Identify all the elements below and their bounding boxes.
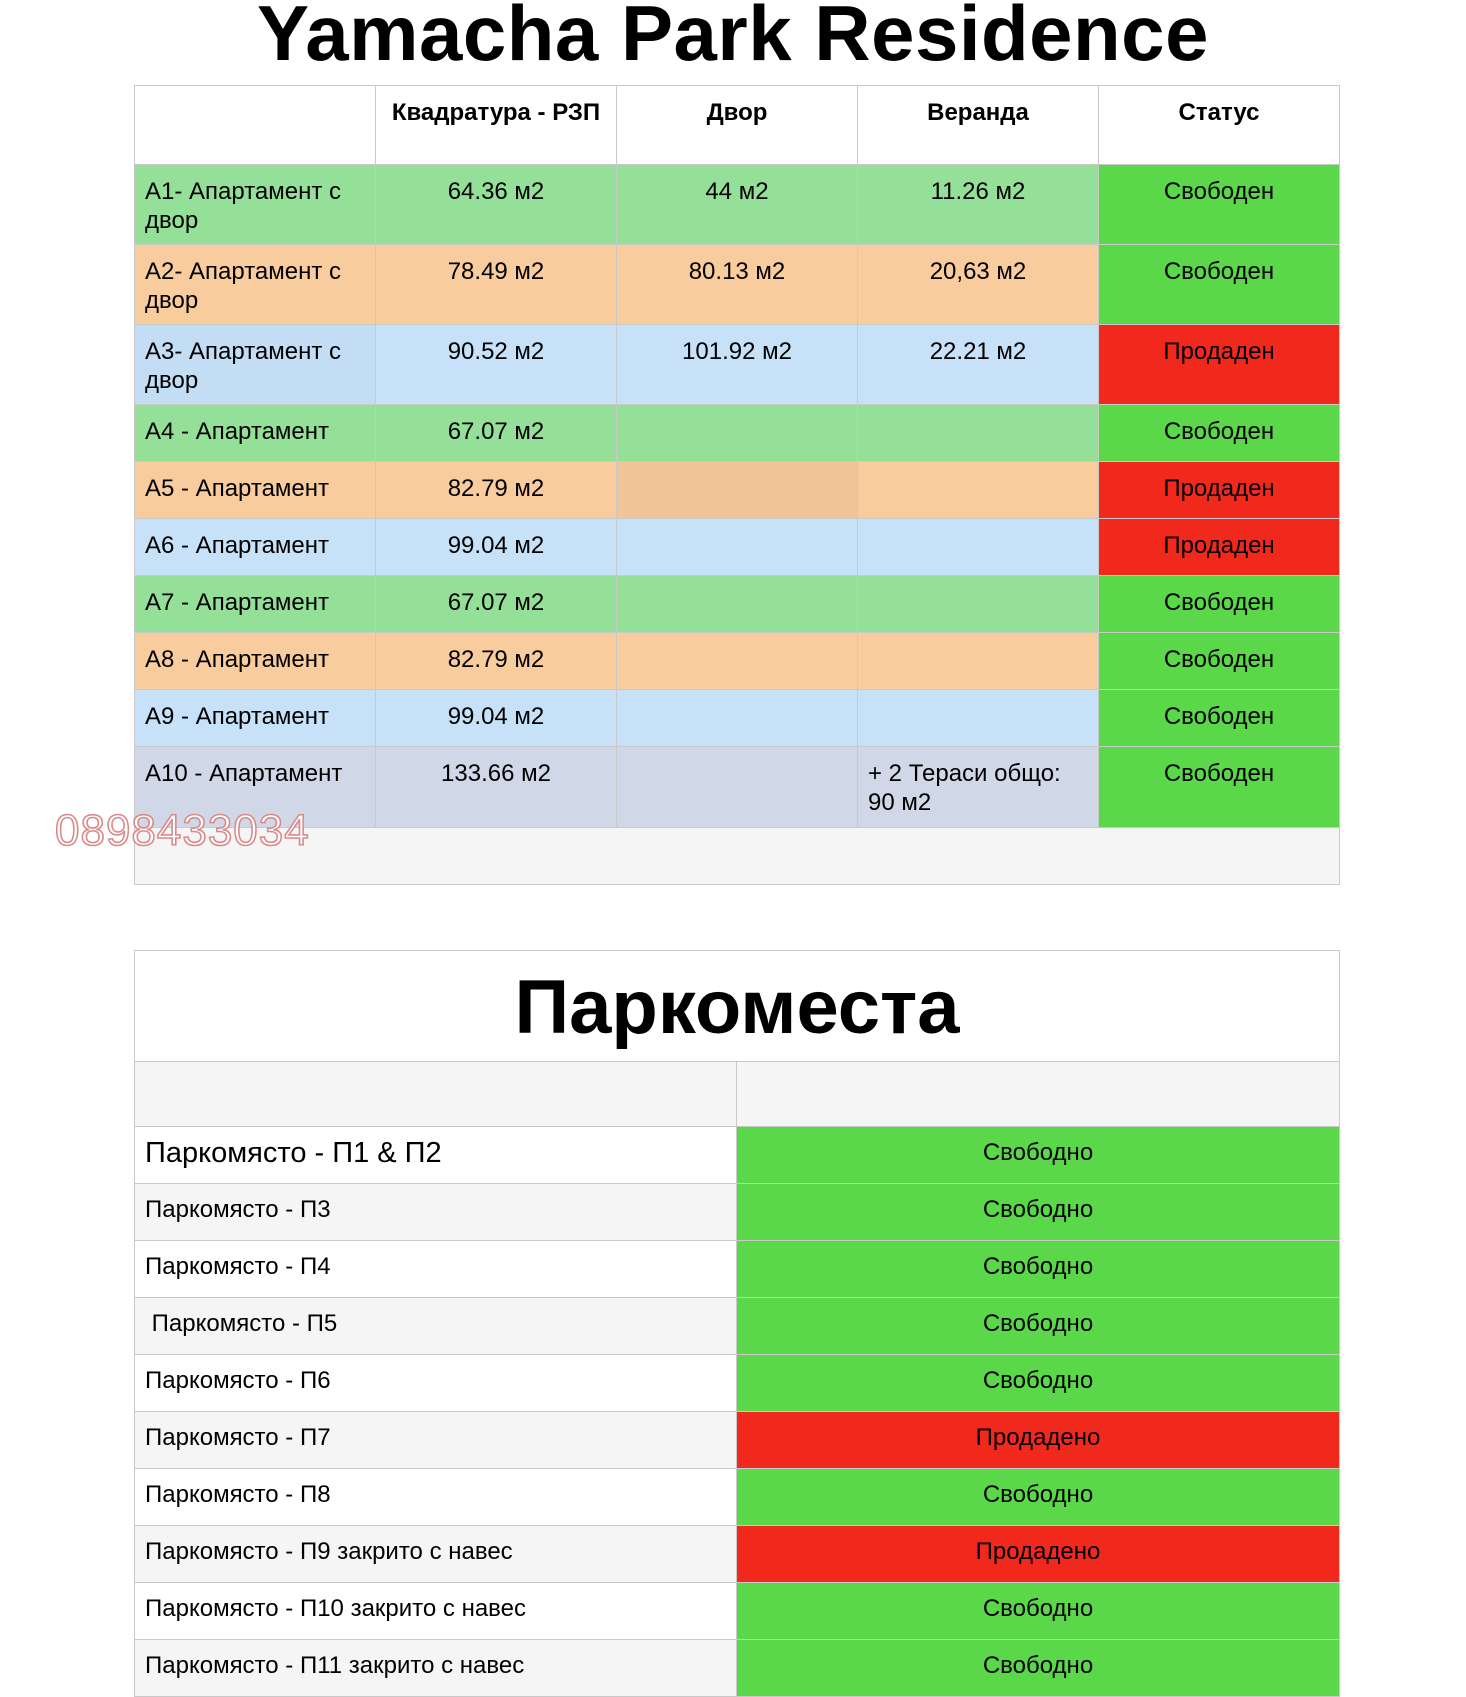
status-badge: Свободен: [1099, 245, 1340, 325]
parking-name: Паркомясто - П3: [135, 1184, 737, 1241]
apartment-yard: [617, 633, 858, 690]
parking-name: Паркомясто - П6: [135, 1355, 737, 1412]
apartment-area: 99.04 м2: [376, 519, 617, 576]
apartment-veranda: [858, 576, 1099, 633]
apartment-yard: [617, 405, 858, 462]
apartment-veranda: + 2 Тераси общо: 90 м2: [858, 747, 1099, 828]
table-row-empty: [135, 828, 1340, 885]
apartment-name: A4 - Апартамент: [135, 405, 376, 462]
status-badge: Свободен: [1099, 405, 1340, 462]
header-name: [135, 86, 376, 165]
apartment-yard: 101.92 м2: [617, 325, 858, 405]
header-area: Квадратура - РЗП: [376, 86, 617, 165]
apartment-veranda: 20,63 м2: [858, 245, 1099, 325]
parking-table: [134, 950, 1340, 1697]
apartment-area: 82.79 м2: [376, 633, 617, 690]
apartment-veranda: 22.21 м2: [858, 325, 1099, 405]
table-row: [135, 1640, 1340, 1697]
table-row: [135, 1241, 1340, 1298]
header-veranda: Веранда: [858, 86, 1099, 165]
status-badge: Свободно: [737, 1241, 1340, 1298]
section-title: Паркоместа: [135, 951, 1340, 1062]
table-row: [135, 747, 1340, 828]
status-badge: Свободно: [737, 1184, 1340, 1241]
parking-header-row: [135, 1062, 1340, 1127]
header-status: Статус: [1099, 86, 1340, 165]
parking-name: Паркомясто - П9 закрито с навес: [135, 1526, 737, 1583]
apartment-name: A5 - Апартамент: [135, 462, 376, 519]
apartment-yard: [617, 576, 858, 633]
parking-name: Паркомясто - П8: [135, 1469, 737, 1526]
apartment-name: A3- Апартамент с двор: [135, 325, 376, 405]
apartment-area: 82.79 м2: [376, 462, 617, 519]
parking-title-row: [135, 951, 1340, 1062]
status-badge: Свободно: [737, 1127, 1340, 1184]
table-row: [135, 633, 1340, 690]
table-row: [135, 1412, 1340, 1469]
apartment-name: A6 - Апартамент: [135, 519, 376, 576]
apartment-yard: [617, 519, 858, 576]
parking-name: Паркомясто - П7: [135, 1412, 737, 1469]
page-title: Yamacha Park Residence: [257, 0, 1209, 77]
apartment-area: 133.66 м2: [376, 747, 617, 828]
status-badge: Свободен: [1099, 165, 1340, 245]
apartment-name: A2- Апартамент с двор: [135, 245, 376, 325]
apartment-area: 67.07 м2: [376, 405, 617, 462]
table-row: [135, 1583, 1340, 1640]
apartment-area: 99.04 м2: [376, 690, 617, 747]
apartment-area: 90.52 м2: [376, 325, 617, 405]
status-badge: Свободен: [1099, 576, 1340, 633]
status-badge: Продадено: [737, 1526, 1340, 1583]
apartment-area: 64.36 м2: [376, 165, 617, 245]
table-header-row: [135, 86, 1340, 165]
apartment-name: A10 - Апартамент: [135, 747, 376, 828]
apartment-veranda: [858, 519, 1099, 576]
apartment-name: A9 - Апартамент: [135, 690, 376, 747]
status-badge: Свободно: [737, 1355, 1340, 1412]
status-badge: Продаден: [1099, 519, 1340, 576]
status-badge: Свободно: [737, 1469, 1340, 1526]
header-yard: Двор: [617, 86, 858, 165]
apartment-name: A1- Апартамент с двор: [135, 165, 376, 245]
status-badge: Продаден: [1099, 462, 1340, 519]
apartment-veranda: [858, 462, 1099, 519]
empty-header-cell: [135, 1062, 737, 1127]
table-row: [135, 325, 1340, 405]
apartment-veranda: 11.26 м2: [858, 165, 1099, 245]
table-row: [135, 1469, 1340, 1526]
apartment-yard: [617, 462, 858, 519]
empty-cell: [135, 828, 1340, 885]
table-row: [135, 1526, 1340, 1583]
parking-name: Паркомясто - П10 закрито с навес: [135, 1583, 737, 1640]
table-row: [135, 1355, 1340, 1412]
table-row: [135, 576, 1340, 633]
phone-watermark: 0898433034: [55, 806, 310, 855]
apartment-name: A8 - Апартамент: [135, 633, 376, 690]
status-badge: Свободен: [1099, 747, 1340, 828]
parking-name: Паркомясто - П11 закрито с навес: [135, 1640, 737, 1697]
table-row: [135, 245, 1340, 325]
empty-header-cell: [737, 1062, 1340, 1127]
table-row: [135, 1298, 1340, 1355]
table-row: [135, 405, 1340, 462]
table-row: [135, 1184, 1340, 1241]
apartment-yard: [617, 747, 858, 828]
apartment-area: 78.49 м2: [376, 245, 617, 325]
apartment-veranda: [858, 690, 1099, 747]
parking-name: Паркомясто - П4: [135, 1241, 737, 1298]
parking-name: Паркомясто - П5: [135, 1298, 737, 1355]
status-badge: Свободно: [737, 1298, 1340, 1355]
status-badge: Свободен: [1099, 633, 1340, 690]
status-badge: Свободно: [737, 1583, 1340, 1640]
table-row: [135, 519, 1340, 576]
apartments-table: [134, 85, 1340, 885]
status-badge: Свободно: [737, 1640, 1340, 1697]
apartment-name: A7 - Апартамент: [135, 576, 376, 633]
apartment-yard: [617, 690, 858, 747]
status-badge: Свободен: [1099, 690, 1340, 747]
apartment-area: 67.07 м2: [376, 576, 617, 633]
table-row: [135, 1127, 1340, 1184]
table-row: [135, 165, 1340, 245]
parking-name: Паркомясто - П1 & П2: [135, 1127, 737, 1184]
status-badge: Продаден: [1099, 325, 1340, 405]
apartment-veranda: [858, 633, 1099, 690]
apartment-yard: 44 м2: [617, 165, 858, 245]
status-badge: Продадено: [737, 1412, 1340, 1469]
apartment-veranda: [858, 405, 1099, 462]
apartment-yard: 80.13 м2: [617, 245, 858, 325]
table-row: [135, 462, 1340, 519]
table-row: [135, 690, 1340, 747]
